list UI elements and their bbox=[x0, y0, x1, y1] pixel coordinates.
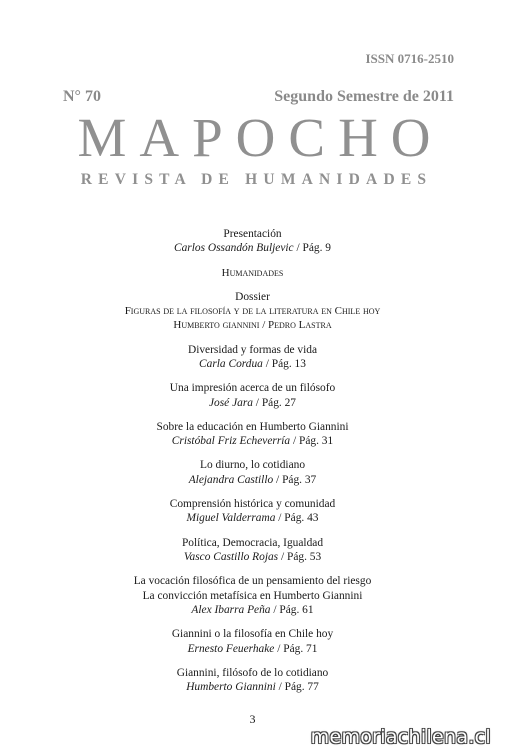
toc-entry-author: Carlos Ossandón Buljevic bbox=[174, 242, 294, 255]
dossier-theme: Figuras de la filosofía y de la literatura en Chile hoy bbox=[124, 305, 381, 318]
toc-entry[interactable]: Giannini, filósofo de lo cotidiano Humberto Giannini / Pág. 77 bbox=[0, 666, 505, 695]
toc-entry-title: Giannini, filósofo de lo cotidiano bbox=[176, 666, 329, 679]
toc-entry-author: Carla Cordua bbox=[199, 358, 263, 371]
toc-entry-page: Pág. 61 bbox=[279, 604, 314, 617]
journal-title: MAPOCHO bbox=[77, 107, 444, 168]
toc-entry-author: Miguel Valderrama bbox=[186, 512, 276, 525]
toc-entry-title: Diversidad y formas de vida bbox=[187, 343, 318, 356]
toc-entry-title: Política, Democracia, Igualdad bbox=[181, 536, 324, 549]
toc-entry-title: Sobre la educación en Humberto Giannini bbox=[156, 420, 349, 433]
dossier-figures: Humberto giannini / Pedro Lastra bbox=[173, 319, 332, 332]
section-heading: Humanidades bbox=[221, 266, 284, 279]
toc-entry-page: Pág. 53 bbox=[286, 551, 322, 564]
toc-entry[interactable]: Lo diurno, lo cotidiano Alejandra Castillo / Pág. 37 bbox=[0, 458, 505, 487]
toc-entry-page: Pág. 9 bbox=[302, 242, 331, 255]
issn: ISSN 0716-2510 bbox=[365, 51, 454, 66]
table-of-contents bbox=[0, 227, 505, 705]
toc-entry[interactable]: La vocación filosófica de un pensamiento del riesgo La convicción metafísica en Humberto Giannini Alex Ibarra Peña / Pág. 61 bbox=[0, 574, 505, 617]
dossier-label: Dossier bbox=[235, 290, 270, 303]
toc-entry-page: Pág. 77 bbox=[284, 681, 319, 694]
dossier-heading bbox=[0, 290, 505, 333]
toc-entry-page: Pág. 13 bbox=[271, 358, 306, 371]
issue-number: N° 70 bbox=[63, 88, 101, 105]
watermark-logo: memoriachilena.cl bbox=[310, 726, 491, 748]
issue-semester: Segundo Semestre de 2011 bbox=[274, 88, 454, 105]
toc-entry-author: Humberto Giannini bbox=[186, 681, 276, 694]
toc-entry-title: Lo diurno, lo cotidiano bbox=[199, 459, 306, 472]
page-number: 3 bbox=[249, 712, 256, 726]
toc-entry-page: Pág. 27 bbox=[261, 396, 297, 409]
toc-entry-title: Una impresión acerca de un filósofo bbox=[169, 382, 336, 395]
toc-entry-author: Cristóbal Friz Echeverría bbox=[171, 435, 291, 448]
toc-entry[interactable]: Política, Democracia, Igualdad Vasco Castillo Rojas / Pág. 53 bbox=[0, 536, 505, 565]
toc-entry-title: Presentación bbox=[223, 228, 282, 240]
toc-entry-author: Alejandra Castillo bbox=[188, 473, 274, 486]
toc-entry[interactable]: Sobre la educación en Humberto Giannini Cristóbal Friz Echeverría / Pág. 31 bbox=[0, 420, 505, 449]
toc-entry-title-line2: La convicción metafísica en Humberto Giannini bbox=[142, 589, 363, 602]
toc-entry-title: La vocación filosófica de un pensamiento del riesgo bbox=[133, 575, 372, 588]
toc-entry-page: Pág. 31 bbox=[299, 435, 334, 448]
toc-entry-author: Alex Ibarra Peña bbox=[191, 604, 271, 617]
toc-entry[interactable]: Una impresión acerca de un filósofo José Jara / Pág. 27 bbox=[0, 381, 505, 410]
toc-entry[interactable]: Comprensión histórica y comunidad Miguel Valderrama / Pág. 43 bbox=[0, 497, 505, 526]
toc-entry-page: Pág. 71 bbox=[283, 642, 318, 655]
toc-entry-title: Comprensión histórica y comunidad bbox=[169, 498, 336, 511]
toc-entry[interactable]: Giannini o la filosofía en Chile hoy Ernesto Feuerhake / Pág. 71 bbox=[0, 627, 505, 656]
toc-entry-presentation[interactable]: Presentación Carlos Ossandón Buljevic / Pág. 9 bbox=[0, 227, 505, 256]
toc-entry-page: Pág. 37 bbox=[282, 473, 317, 486]
issue-info bbox=[63, 88, 454, 108]
toc-entries bbox=[0, 343, 505, 695]
toc-entry-title: Giannini o la filosofía en Chile hoy bbox=[171, 628, 334, 641]
toc-entry-author: Vasco Castillo Rojas bbox=[183, 551, 279, 564]
toc-entry-page: Pág. 43 bbox=[284, 512, 319, 525]
journal-subtitle: REVISTA DE HUMANIDADES bbox=[80, 171, 433, 188]
toc-entry-author: Ernesto Feuerhake bbox=[187, 642, 275, 655]
toc-entry-author: José Jara bbox=[208, 396, 253, 409]
toc-entry[interactable]: Diversidad y formas de vida Carla Cordua / Pág. 13 bbox=[0, 343, 505, 372]
